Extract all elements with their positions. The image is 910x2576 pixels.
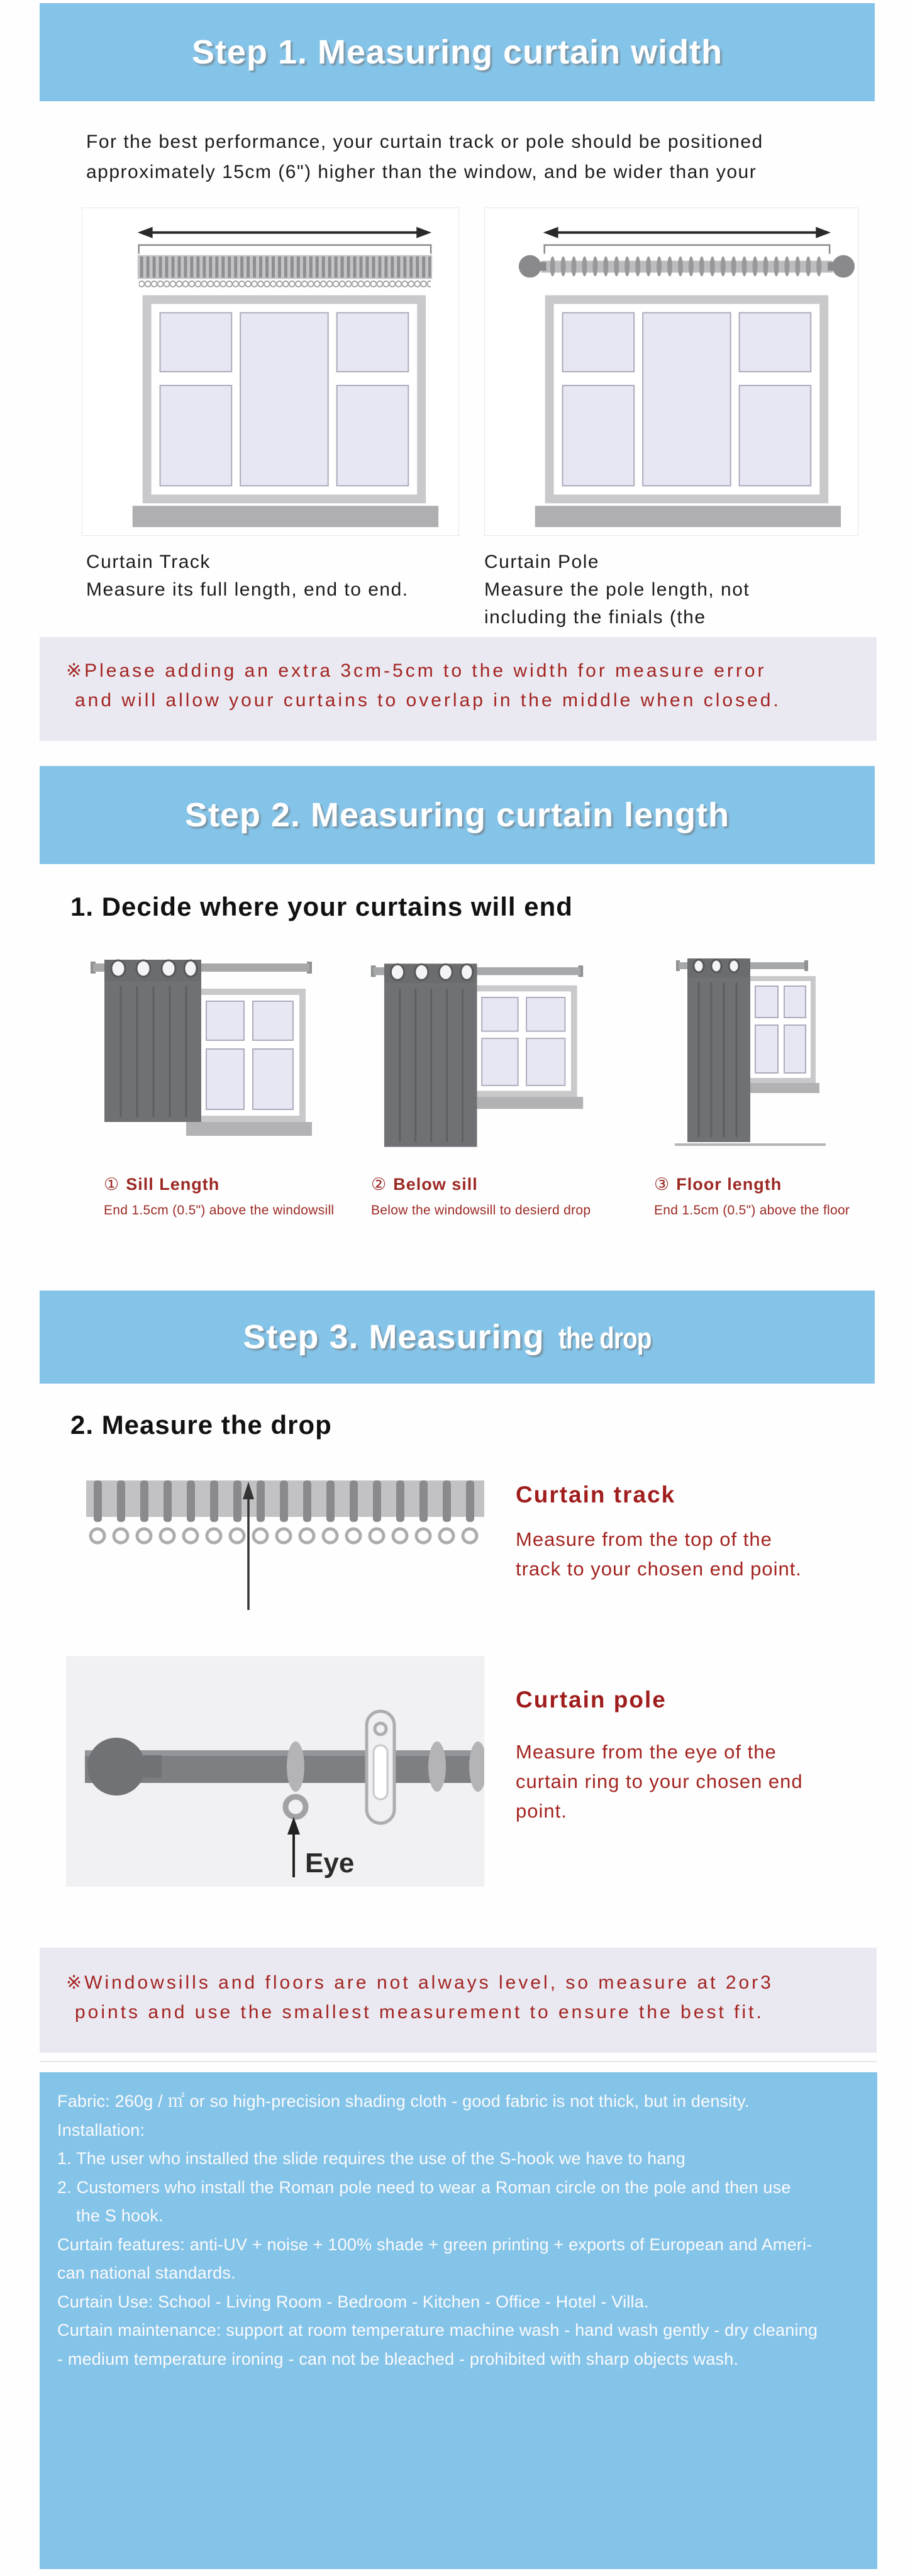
- track-caption: [86, 548, 489, 604]
- pole-drop-drawing: [66, 1656, 484, 1887]
- curtain-track-window-drawing: [82, 208, 458, 535]
- step2-heading: 1. Decide where your curtains will end: [70, 892, 573, 921]
- details-fabric: Fabric: 260g / ㎡ or so high-precision shading cloth - good fabric is not thick, but in density.: [57, 2092, 750, 2111]
- step2-banner: [40, 766, 875, 864]
- sill-length-caption-desc: End 1.5cm (0.5") above the windowsill: [104, 1203, 335, 1218]
- sill-length-diagram: [88, 951, 314, 1158]
- step3-banner-title: Step 3. Measuring the drop: [243, 1318, 652, 1356]
- details-installation: Installation:: [57, 2120, 145, 2140]
- below-sill-drawing: [369, 951, 585, 1158]
- track-caption-title: Curtain Track: [86, 552, 211, 572]
- step1-intro-line2: approximately 15cm (6") higher than the window, and be wider than your: [86, 162, 757, 182]
- track-drop-line1: Measure from the top of the: [516, 1528, 772, 1550]
- pole-caption-line1: Measure the pole length, not: [484, 579, 750, 600]
- floor-length-caption: [654, 1175, 910, 1218]
- width-note-line1: ※Please adding an extra 3cm-5cm to the width for measure error: [66, 660, 767, 681]
- floor-length-caption-desc: End 1.5cm (0.5") above the floor: [654, 1203, 850, 1218]
- drop-note-line1: ※Windowsills and floors are not always level, so measure at 2or3: [66, 1972, 774, 1993]
- sill-length-drawing: [88, 951, 314, 1158]
- details-maintenance: Curtain maintenance: support at room temperature machine wash - hand wash gently - dry cleaning: [57, 2321, 818, 2340]
- curtain-pole-window-diagram: [484, 208, 858, 536]
- circled-1-icon: ①: [104, 1175, 120, 1194]
- details-features-2: can national standards.: [57, 2263, 236, 2282]
- curtain-pole-window-drawing: [485, 208, 858, 535]
- below-sill-diagram: [369, 951, 585, 1158]
- sill-length-caption: [104, 1175, 374, 1218]
- step1-intro: [86, 127, 860, 187]
- details-maintenance-2: - medium temperature ironing - can not be bleached - prohibited with sharp objects wash.: [57, 2349, 739, 2368]
- circled-3-icon: ③: [654, 1175, 670, 1194]
- pole-caption: [484, 548, 874, 631]
- floor-length-drawing: [675, 951, 826, 1158]
- track-drop-diagram: [86, 1477, 484, 1612]
- details-features: Curtain features: anti-UV + noise + 100% shade + green printing + exports of European and Ameri-: [57, 2235, 813, 2254]
- details-use: Curtain Use: School - Living Room - Bedroom - Kitchen - Office - Hotel - Villa.: [57, 2292, 649, 2311]
- details-install-2: 2. Customers who install the Roman pole need to wear a Roman circle on the pole and then use: [57, 2177, 791, 2197]
- step2-banner-title: Step 2. Measuring curtain length: [184, 796, 730, 834]
- track-caption-line: Measure its full length, end to end.: [86, 579, 409, 600]
- track-drop-drawing: [86, 1477, 484, 1612]
- drop-note-line2: points and use the smallest measurement to ensure the best fit.: [75, 2002, 764, 2023]
- pole-caption-title: Curtain Pole: [484, 552, 600, 572]
- floor-length-diagram: [675, 951, 826, 1158]
- pole-drop-text: [516, 1737, 880, 1826]
- step1-intro-line1: For the best performance, your curtain track or pole should be positioned: [86, 131, 763, 152]
- pole-caption-line2: including the finials (the: [484, 607, 706, 628]
- product-details-box: [40, 2072, 877, 2569]
- step1-banner: [40, 3, 875, 101]
- width-note-box: [40, 637, 877, 741]
- sill-length-caption-title: ① Sill Length: [104, 1175, 220, 1194]
- width-note-line2: and will allow your curtains to overlap in the middle when closed.: [75, 690, 781, 711]
- eye-label: Eye: [305, 1848, 355, 1879]
- pole-drop-title: Curtain pole: [516, 1687, 667, 1713]
- curtain-track-window-diagram: [82, 208, 459, 536]
- pole-drop-line3: point.: [516, 1800, 567, 1822]
- step3-banner: [40, 1291, 875, 1384]
- track-drop-text: [516, 1524, 880, 1584]
- track-drop-line2: track to your chosen end point.: [516, 1558, 802, 1580]
- pole-drop-line1: Measure from the eye of the: [516, 1741, 777, 1763]
- details-install-1: 1. The user who installed the slide requires the use of the S-hook we have to hang: [57, 2149, 686, 2168]
- details-install-2b: the S hook.: [76, 2206, 164, 2225]
- drop-note-box: [40, 1948, 877, 2053]
- step3-banner-subtitle: the drop: [558, 1321, 652, 1355]
- floor-length-caption-title: ③ Floor length: [654, 1175, 782, 1194]
- circled-2-icon: ②: [371, 1175, 387, 1194]
- below-sill-caption-desc: Below the windowsill to desierd drop: [371, 1203, 591, 1218]
- below-sill-caption: [371, 1175, 641, 1218]
- step3-heading: 2. Measure the drop: [70, 1410, 332, 1440]
- below-sill-caption-title: ② Below sill: [371, 1175, 478, 1194]
- step1-banner-title: Step 1. Measuring curtain width: [191, 33, 723, 71]
- pole-drop-line2: curtain ring to your chosen end: [516, 1770, 803, 1792]
- track-drop-title: Curtain track: [516, 1482, 676, 1507]
- pole-drop-diagram: [66, 1656, 484, 1887]
- section-divider: [40, 2061, 877, 2062]
